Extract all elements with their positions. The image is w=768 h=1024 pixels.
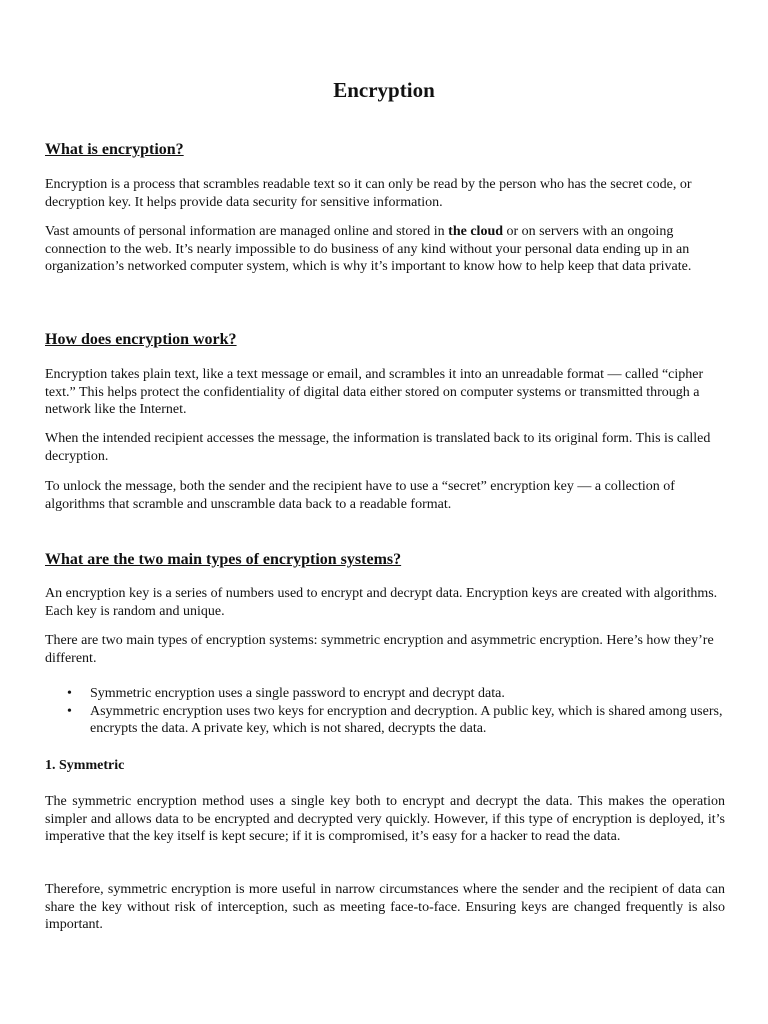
page-title: Encryption xyxy=(333,78,435,102)
the-cloud-link[interactable]: the cloud xyxy=(448,224,504,239)
paragraph-how-1: Encryption takes plain text, like a text message or email, and scrambles it into an unreadable format — called “cipher text.” This helps protect the confidentiality of digital data either stored on computer systems or transmitted through a network like the Internet. xyxy=(45,367,704,417)
heading-symmetric: 1. Symmetric xyxy=(45,758,125,773)
heading-two-main-types: What are the two main types of encryption systems? xyxy=(45,551,402,568)
paragraph-what-1: Encryption is a process that scrambles readable text so it can only be read by the person who has the secret code, or decryption key. It helps provide data security for sensitive information. xyxy=(45,177,692,210)
paragraph-what-2-start: Vast amounts of personal information are managed online and stored in xyxy=(45,224,449,239)
paragraph-how-3: To unlock the message, both the sender and the recipient have to use a “secret” encryption key — a collection of algorithms that scramble and unscramble data back to a readable format. xyxy=(45,479,675,512)
list-item xyxy=(45,703,725,738)
encryption-types-list xyxy=(45,685,725,738)
paragraph-how-2: When the intended recipient accesses the message, the information is translated back to its original form. This is called decryption. xyxy=(45,431,711,464)
paragraph-symmetric-2: Therefore, symmetric encryption is more useful in narrow circumstances where the sender and the recipient of data can share the key without risk of interception, such as meeting face-to-face. Ensuring keys are changed frequently is also important. xyxy=(45,882,725,932)
paragraph-symmetric-1: The symmetric encryption method uses a single key both to encrypt and decrypt the data. This makes the operation simpler and allows data to be encrypted and decrypted very quickly. However, if this type of encryption is deployed, it’s imperative that the key itself is kept secure; if it is compromised, it’s easy for a hacker to read the data. xyxy=(45,794,725,844)
heading-how-encryption-works: How does encryption work? xyxy=(45,331,237,348)
heading-what-is-encryption: What is encryption? xyxy=(45,141,184,158)
bullet-icon: • xyxy=(67,686,72,701)
bullet-icon: • xyxy=(67,703,72,719)
list-item xyxy=(45,685,725,703)
list-item-text: Asymmetric encryption uses two keys for encryption and decryption. A public key, which is shared among users, encrypts the data. A private key, which is not shared, decrypts the data. xyxy=(90,703,723,736)
paragraph-types-2: There are two main types of encryption systems: symmetric encryption and asymmetric encryption. Here’s how they’re different. xyxy=(45,633,714,666)
paragraph-what-2 xyxy=(45,223,725,276)
paragraph-types-1: An encryption key is a series of numbers used to encrypt and decrypt data. Encryption keys are created with algorithms. Each key is random and unique. xyxy=(45,586,718,619)
paragraph-what-2-end: or on servers with an ongoing connection to the web. It’s nearly impossible to do business of any kind without your personal data ending up in an organization’s networked computer system, which is why it’s important to know how to help keep that data private. xyxy=(45,224,692,274)
list-item-text: Symmetric encryption uses a single password to encrypt and decrypt data. xyxy=(90,686,505,701)
